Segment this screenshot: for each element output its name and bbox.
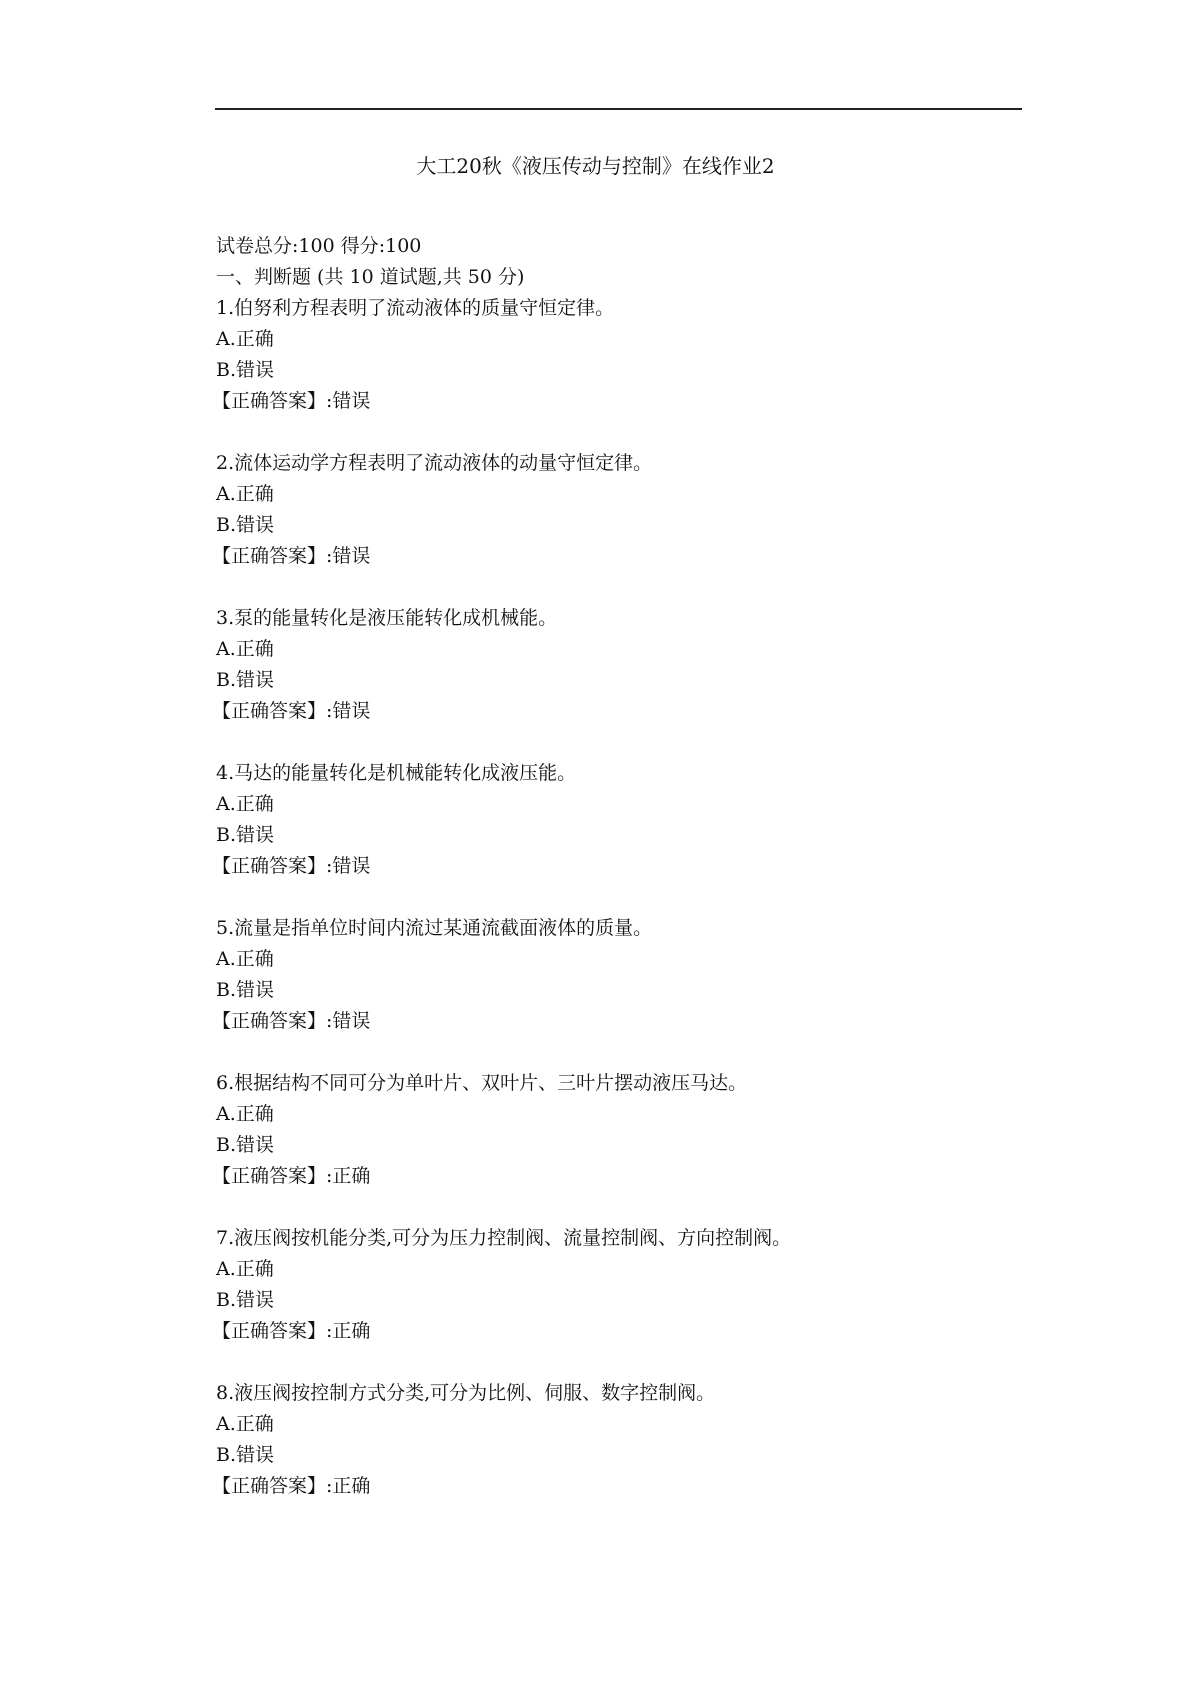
question-item bbox=[212, 1378, 1016, 1502]
correct-answer: 【正确答案】:错误 bbox=[212, 855, 371, 877]
score-line: 试卷总分:100 得分:100 bbox=[216, 235, 422, 257]
option-b: B.错误 bbox=[216, 514, 275, 536]
question-item bbox=[212, 293, 1016, 417]
question-item bbox=[212, 1223, 1016, 1347]
question-stem: 8.液压阀按控制方式分类,可分为比例、伺服、数字控制阀。 bbox=[216, 1382, 716, 1404]
option-a: A.正确 bbox=[216, 793, 274, 815]
correct-answer: 【正确答案】:错误 bbox=[212, 1010, 371, 1032]
correct-answer: 【正确答案】:正确 bbox=[212, 1475, 371, 1497]
document-title: 大工20秋《液压传动与控制》在线作业2 bbox=[416, 154, 775, 178]
correct-answer: 【正确答案】:错误 bbox=[212, 545, 371, 567]
correct-answer: 【正确答案】:正确 bbox=[212, 1320, 371, 1342]
option-a: A.正确 bbox=[216, 483, 274, 505]
option-a: A.正确 bbox=[216, 1258, 274, 1280]
correct-answer: 【正确答案】:正确 bbox=[212, 1165, 371, 1187]
option-b: B.错误 bbox=[216, 1444, 275, 1466]
question-item bbox=[212, 913, 1016, 1037]
question-item bbox=[212, 1068, 1016, 1192]
option-b: B.错误 bbox=[216, 669, 275, 691]
option-b: B.错误 bbox=[216, 979, 275, 1001]
question-stem: 4.马达的能量转化是机械能转化成液压能。 bbox=[216, 762, 577, 784]
option-a: A.正确 bbox=[216, 638, 274, 660]
question-stem: 7.液压阀按机能分类,可分为压力控制阀、流量控制阀、方向控制阀。 bbox=[216, 1227, 792, 1249]
question-stem: 3.泵的能量转化是液压能转化成机械能。 bbox=[216, 607, 558, 629]
question-item bbox=[212, 758, 1016, 882]
option-a: A.正确 bbox=[216, 1103, 274, 1125]
option-a: A.正确 bbox=[216, 1413, 274, 1435]
question-stem: 1.伯努利方程表明了流动液体的质量守恒定律。 bbox=[216, 297, 615, 319]
correct-answer: 【正确答案】:错误 bbox=[212, 700, 371, 722]
section-heading: 一、判断题 (共 10 道试题,共 50 分) bbox=[216, 266, 525, 288]
option-a: A.正确 bbox=[216, 948, 274, 970]
question-stem: 2.流体运动学方程表明了流动液体的动量守恒定律。 bbox=[216, 452, 653, 474]
question-item bbox=[212, 448, 1016, 572]
document-body bbox=[212, 231, 1016, 1533]
option-b: B.错误 bbox=[216, 1289, 275, 1311]
option-b: B.错误 bbox=[216, 824, 275, 846]
option-b: B.错误 bbox=[216, 359, 275, 381]
question-stem: 6.根据结构不同可分为单叶片、双叶片、三叶片摆动液压马达。 bbox=[216, 1072, 748, 1094]
correct-answer: 【正确答案】:错误 bbox=[212, 390, 371, 412]
question-stem: 5.流量是指单位时间内流过某通流截面液体的质量。 bbox=[216, 917, 653, 939]
option-b: B.错误 bbox=[216, 1134, 275, 1156]
question-item bbox=[212, 603, 1016, 727]
header-rule bbox=[215, 108, 1022, 110]
option-a: A.正确 bbox=[216, 328, 274, 350]
